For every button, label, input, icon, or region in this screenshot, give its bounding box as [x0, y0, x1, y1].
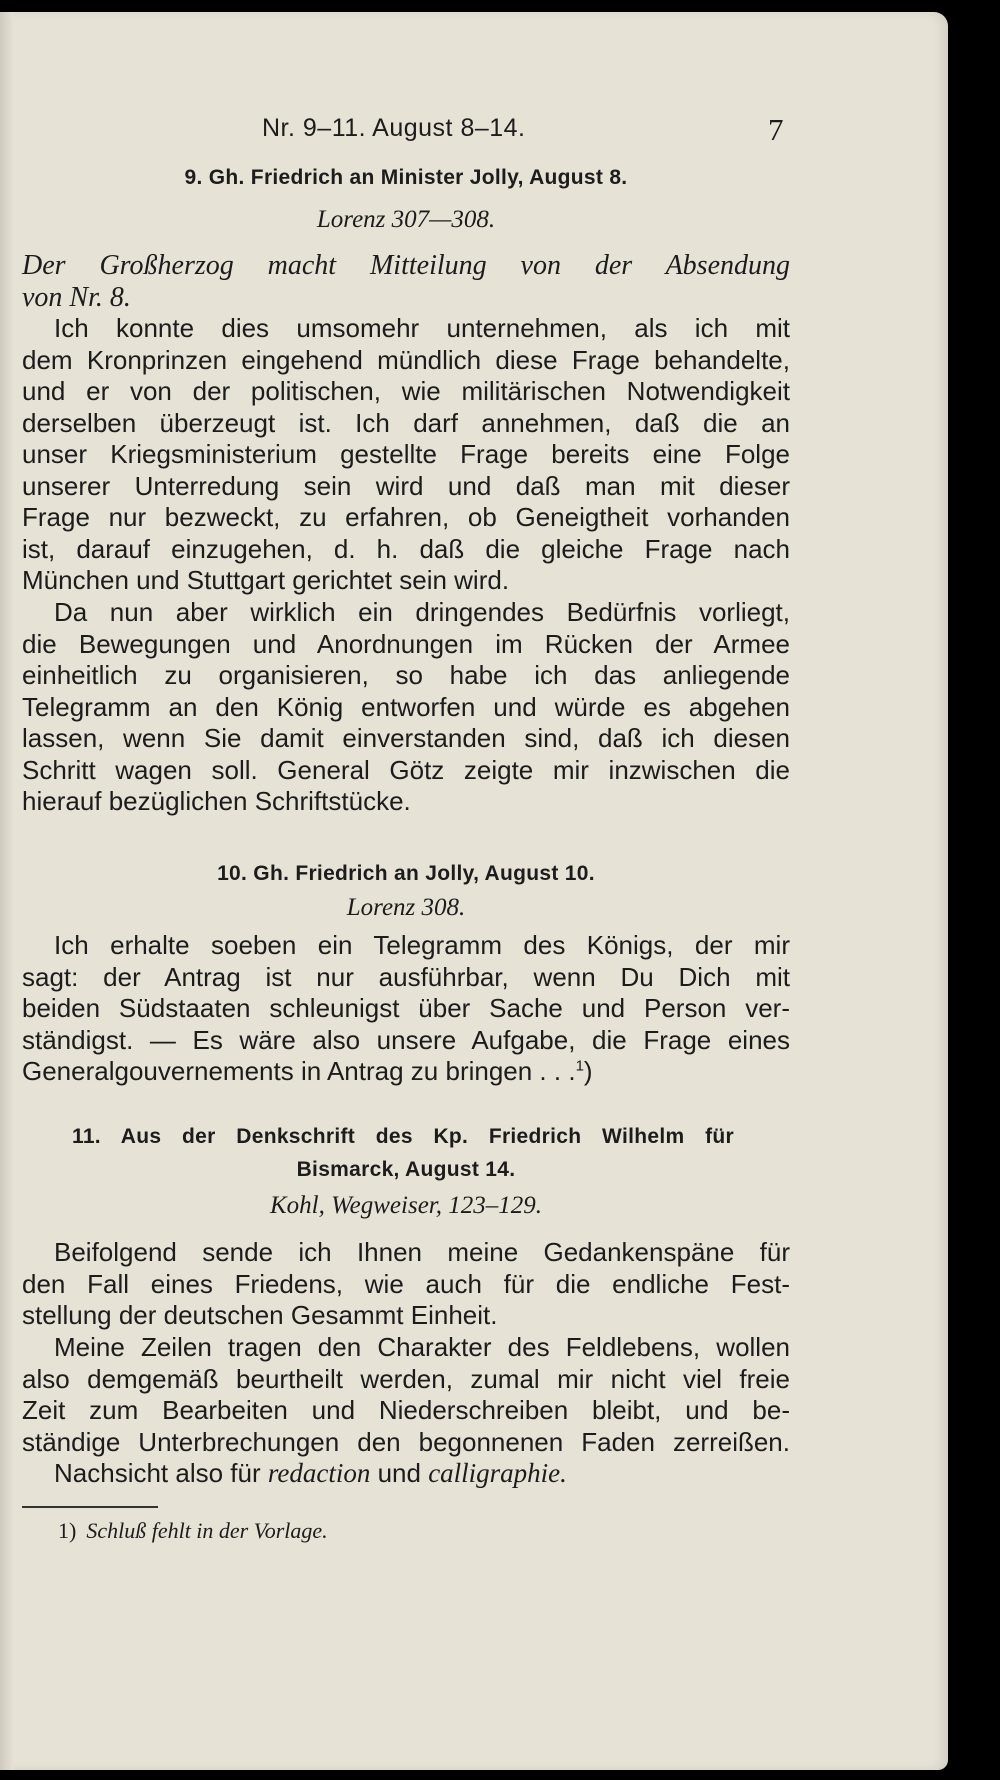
text-line — [22, 1056, 790, 1088]
page-header — [0, 110, 948, 150]
text-line: Meine Zeilen tragen den Charakter des Feldlebens, wollen — [54, 1332, 790, 1362]
doc9-paragraph-2 — [22, 597, 790, 818]
text-line: lassen, wenn Sie damit einverstanden sind, daß ich diesen — [22, 723, 790, 753]
doc10-source: Lorenz 308. — [346, 894, 466, 921]
doc11-paragraph-2 — [22, 1332, 790, 1458]
text-fragment: Nachsicht also für — [54, 1458, 268, 1488]
text-line: ist, darauf einzugehen, d. h. daß die gleiche Frage nach — [22, 533, 790, 564]
text-line: also demgemäß beurtheilt werden, zumal mir nicht viel freie — [22, 1363, 790, 1394]
text-line: den Fall eines Friedens, wie auch für die endliche Fest- — [22, 1268, 790, 1299]
text-line: und er von der politischen, wie militärischen Notwendigkeit — [22, 376, 790, 406]
doc11-heading-line2: Bismarck, August 14. — [296, 1158, 516, 1181]
summary-line: von Nr. 8. — [22, 282, 131, 313]
doc11-heading-line1: 11. Aus der Denkschrift des Kp. Friedrich Wilhelm für — [72, 1125, 734, 1148]
text-line: einheitlich zu organisieren, so habe ich das anliegende — [22, 660, 790, 690]
doc9-heading: 9. Gh. Friedrich an Minister Jolly, August 8. — [184, 166, 628, 189]
text-line: unserer Unterredung sein wird und daß man mit dieser — [22, 470, 790, 501]
text-fragment: und — [370, 1458, 429, 1488]
text-line: ständige Unterbrechungen den begonnenen Faden zerreißen. — [22, 1426, 790, 1457]
page-number: 7 — [768, 112, 784, 147]
text-line: Ich konnte dies umsomehr unternehmen, als ich mit — [54, 313, 790, 343]
text-line: Beifolgend sende ich Ihnen meine Gedankenspäne für — [54, 1237, 790, 1267]
text-line: stellung der deutschen Gesammt Einheit. — [22, 1300, 498, 1330]
italic-word: redaction — [267, 1458, 371, 1488]
footnote-rule — [22, 1506, 158, 1508]
doc11-last-line — [22, 1458, 790, 1490]
doc10-paragraph — [22, 930, 790, 1088]
text-line: dem Kronprinzen eingehend mündlich diese Frage behandelte, — [22, 344, 790, 375]
text-line: München und Stuttgart gerichtet sein wird. — [22, 565, 510, 595]
footnote — [58, 1518, 328, 1544]
footnote-number: 1) — [58, 1518, 77, 1543]
text-line: ständigst. — Es wäre also unsere Aufgabe, die Frage eines — [22, 1024, 790, 1055]
doc11-paragraph-1 — [22, 1237, 790, 1332]
page-edge-shadow — [0, 12, 14, 1770]
text-line: Frage nur bezweckt, zu erfahren, ob Geneigtheit vorhanden — [22, 502, 790, 532]
doc11-source: Kohl, Wegweiser, 123–129. — [270, 1192, 542, 1219]
text-line: sagt: der Antrag ist nur ausführbar, wenn Du Dich mit — [22, 961, 790, 992]
text-line: derselben überzeugt ist. Ich darf annehmen, daß die an — [22, 407, 790, 438]
text-line — [22, 1458, 790, 1490]
doc9-source: Lorenz 307—308. — [316, 206, 496, 233]
text-line: unser Kriegsministerium gestellte Frage bereits eine Folge — [22, 439, 790, 469]
text-line: Ich erhalte soeben ein Telegramm des Königs, der mir — [54, 930, 790, 960]
italic-word: calligraphie. — [428, 1458, 567, 1488]
summary-line: Der Großherzog macht Mitteilung von der Absendung — [22, 250, 790, 281]
text-line: Telegramm an den König entworfen und würde es abgehen — [22, 691, 790, 722]
doc9-summary — [22, 250, 790, 314]
text-line: die Bewegungen und Anordnungen im Rücken der Armee — [22, 628, 790, 659]
footnote-marker: 1 — [575, 1057, 584, 1075]
doc9-paragraph-1 — [22, 313, 790, 597]
text-fragment: Generalgouvernements in Antrag zu bringen . . . — [22, 1056, 576, 1086]
text-line: Da nun aber wirklich ein dringendes Bedürfnis vorliegt, — [54, 597, 790, 627]
text-line: Schritt wagen soll. General Götz zeigte mir inzwischen die — [22, 754, 790, 785]
doc10-heading: 10. Gh. Friedrich an Jolly, August 10. — [217, 862, 595, 885]
text-line: hierauf bezüglichen Schriftstücke. — [22, 786, 411, 816]
running-head: Nr. 9–11. August 8–14. — [262, 114, 526, 142]
text-fragment: ) — [583, 1056, 593, 1086]
text-line: beiden Südstaaten schleunigst über Sache und Person ver- — [22, 993, 790, 1023]
footnote-text: Schluß fehlt in der Vorlage. — [86, 1518, 328, 1543]
text-line: Zeit zum Bearbeiten und Niederschreiben bleibt, und be- — [22, 1395, 790, 1425]
